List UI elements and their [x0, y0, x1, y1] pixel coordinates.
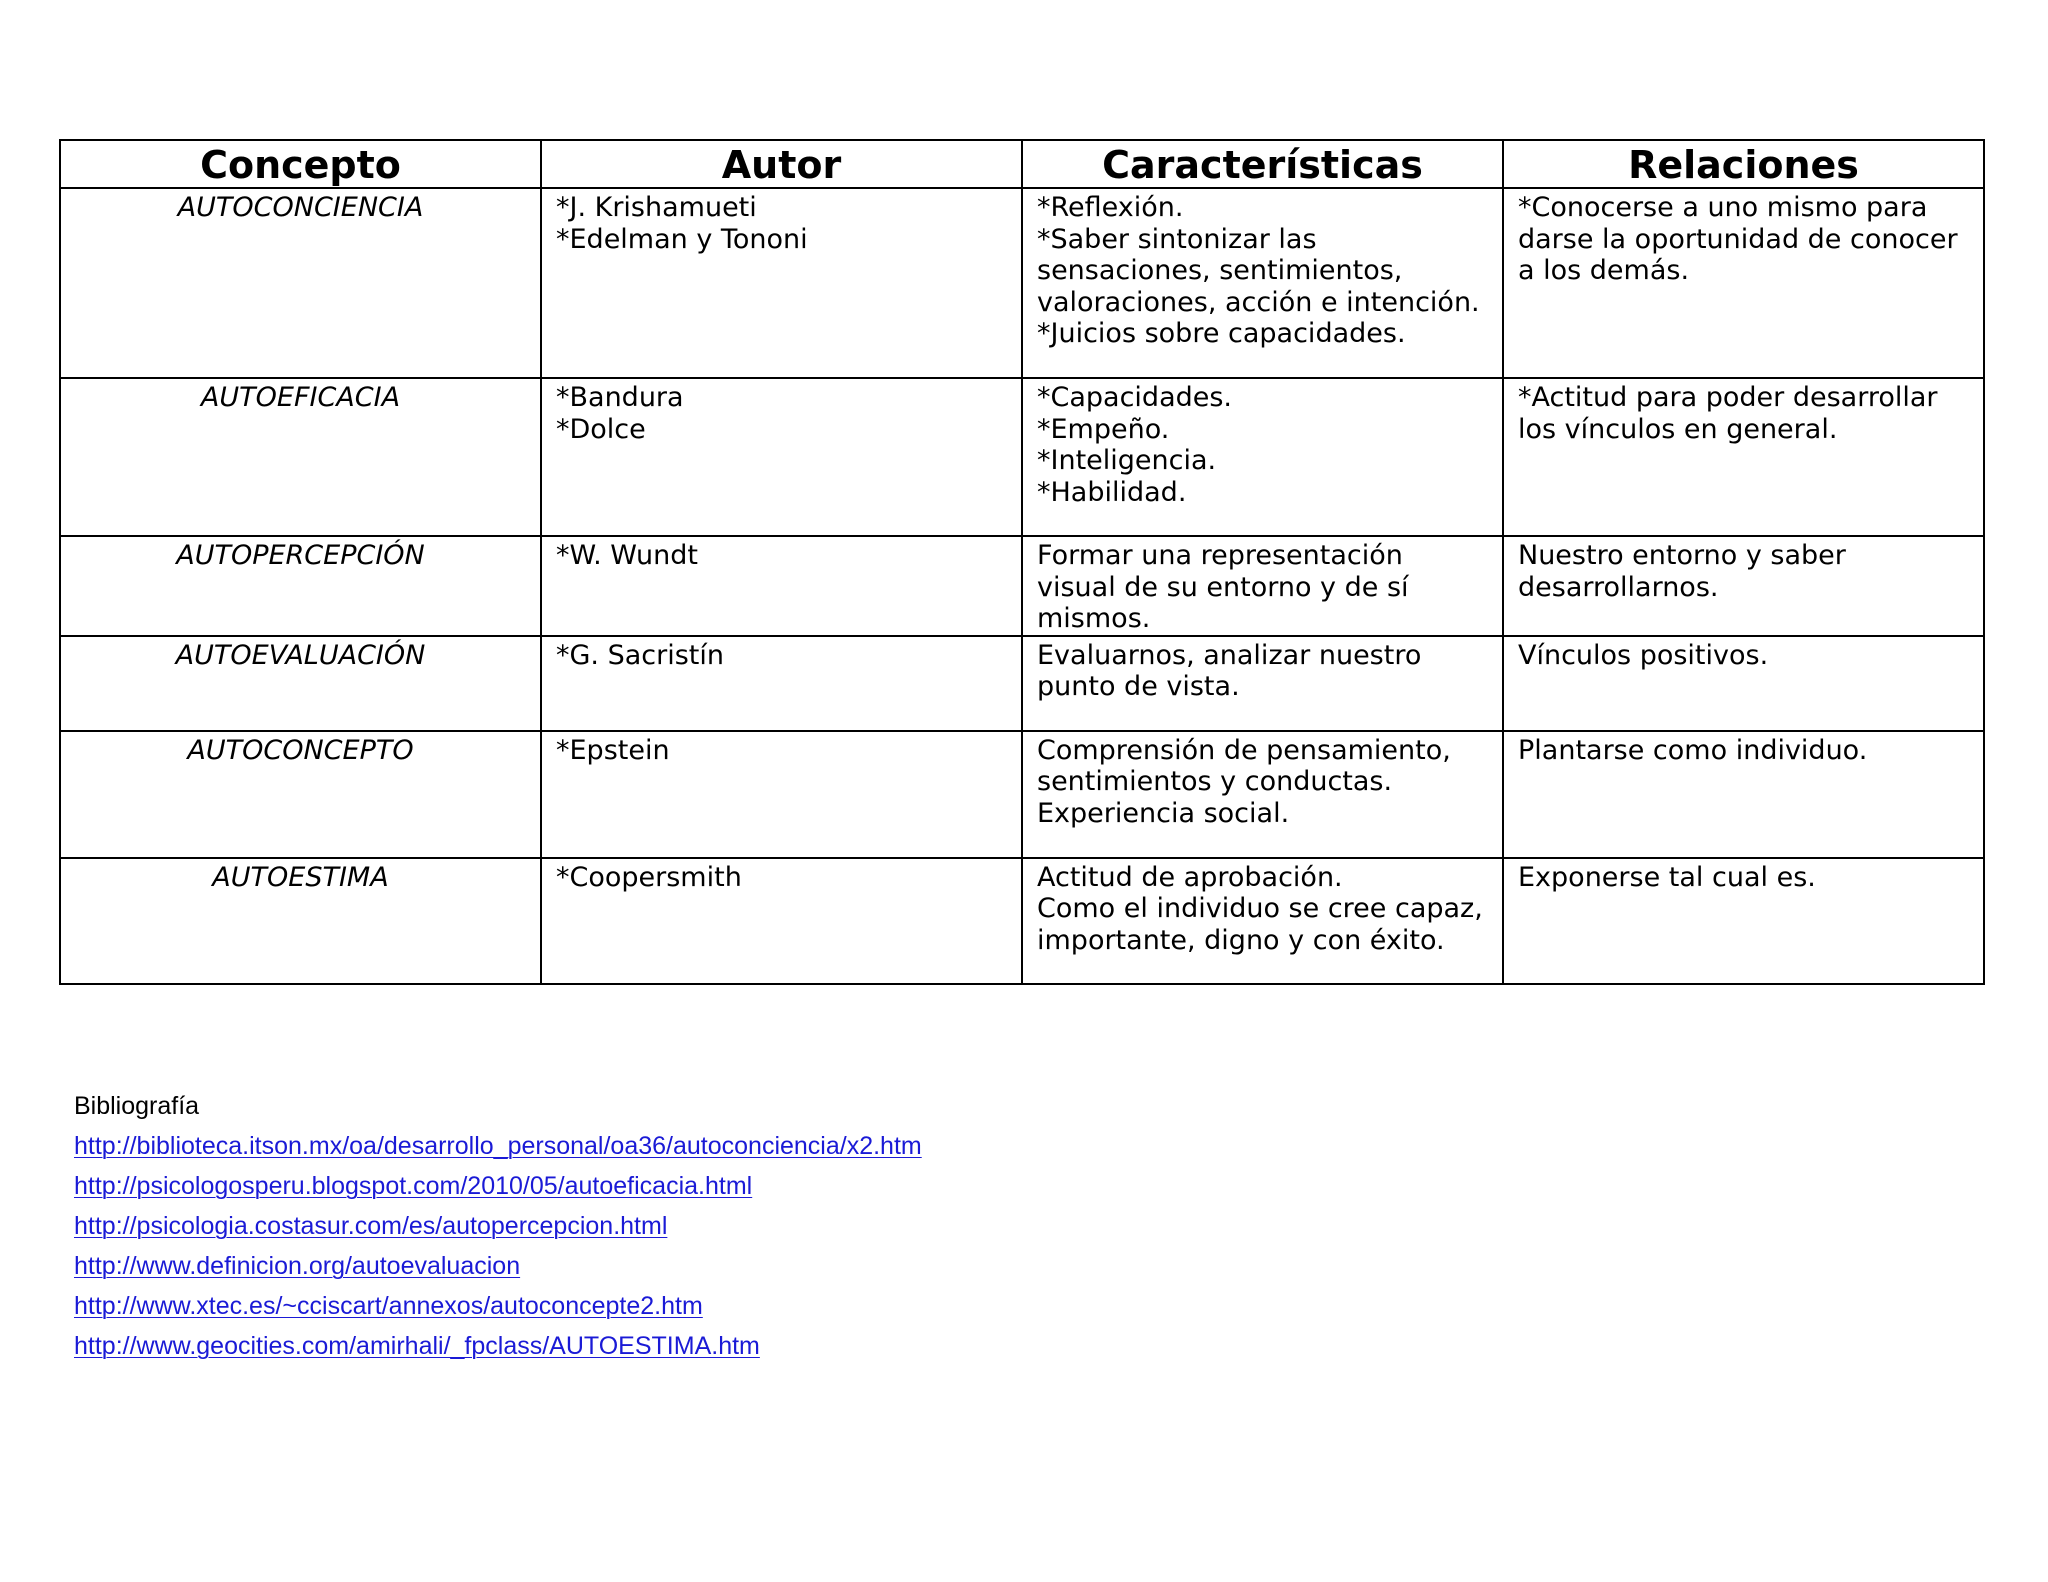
table-row	[60, 536, 1984, 636]
concepts-table	[59, 139, 1985, 985]
author-line: *Coopersmith	[556, 861, 742, 893]
characteristics-cell	[1022, 858, 1503, 984]
bibliography-link-autoevaluacion[interactable]: http://www.definicion.org/autoevaluacion	[74, 1252, 521, 1280]
table-header-row	[60, 140, 1984, 188]
characteristic-line: Formar una representación visual de su entorno y de sí mismos.	[1037, 540, 1418, 634]
characteristics-cell	[1022, 731, 1503, 858]
characteristic-line: Experiencia social.	[1037, 797, 1290, 829]
relations-cell	[1503, 536, 1984, 636]
author-cell	[541, 188, 1022, 378]
characteristic-line: *Inteligencia.	[1037, 445, 1217, 476]
characteristic-line: Actitud de aprobación.	[1037, 861, 1343, 893]
bibliography-link-autoestima[interactable]: http://www.geocities.com/amirhali/_fpclass/AUTOESTIMA.htm	[74, 1332, 760, 1360]
author-line: *W. Wundt	[556, 540, 698, 571]
relation-line: Plantarse como individuo.	[1518, 734, 1868, 766]
concept-cell: AUTOCONCEPTO	[60, 731, 541, 858]
author-line: *G. Sacristín	[556, 639, 724, 671]
bibliography-title: Bibliografía	[74, 1092, 200, 1120]
characteristics-cell	[1022, 378, 1503, 536]
author-cell	[541, 731, 1022, 858]
characteristic-line: *Empeño.	[1037, 413, 1170, 445]
relations-cell	[1503, 378, 1984, 536]
table-row	[60, 378, 1984, 536]
header-autor: Autor	[541, 140, 1022, 188]
bibliography-section	[74, 1086, 922, 1366]
relation-line: Nuestro entorno y saber desarrollarnos.	[1518, 540, 1855, 603]
characteristic-line: *Capacidades.	[1037, 382, 1233, 413]
bibliography-link-autoeficacia[interactable]: http://psicologosperu.blogspot.com/2010/05/autoeficacia.html	[74, 1172, 753, 1200]
relations-cell	[1503, 858, 1984, 984]
characteristics-cell	[1022, 636, 1503, 731]
characteristics-cell	[1022, 188, 1503, 378]
concept-cell: AUTOCONCIENCIA	[60, 188, 541, 378]
header-concepto: Concepto	[60, 140, 541, 188]
concept-cell: AUTOEVALUACIÓN	[60, 636, 541, 731]
table-row	[60, 858, 1984, 984]
bibliography-link-autoconciencia[interactable]: http://biblioteca.itson.mx/oa/desarrollo_personal/oa36/autoconciencia/x2.htm	[74, 1132, 922, 1160]
characteristic-line: Evaluarnos, analizar nuestro punto de vista.	[1037, 639, 1430, 702]
relation-line: Vínculos positivos.	[1518, 639, 1769, 671]
author-line: *J. Krishamueti	[556, 192, 757, 223]
author-line: *Edelman y Tononi	[556, 223, 808, 255]
relation-line: Exponerse tal cual es.	[1518, 861, 1816, 893]
author-cell	[541, 378, 1022, 536]
relations-cell	[1503, 188, 1984, 378]
author-cell	[541, 536, 1022, 636]
characteristic-line: *Juicios sobre capacidades.	[1037, 318, 1406, 349]
bibliography-link-autopercepcion[interactable]: http://psicologia.costasur.com/es/autopercepcion.html	[74, 1212, 668, 1240]
relations-cell	[1503, 731, 1984, 858]
bibliography-link-autoconcepto[interactable]: http://www.xtec.es/~cciscart/annexos/autoconcepte2.htm	[74, 1292, 703, 1320]
characteristic-line: Como el individuo se cree capaz, importante, digno y con éxito.	[1037, 893, 1492, 956]
concept-cell: AUTOESTIMA	[60, 858, 541, 984]
characteristic-line: *Habilidad.	[1037, 476, 1187, 508]
relations-cell	[1503, 636, 1984, 731]
characteristic-line: *Reflexión.	[1037, 192, 1184, 223]
header-relaciones: Relaciones	[1503, 140, 1984, 188]
characteristics-cell	[1022, 536, 1503, 636]
characteristic-line: *Saber sintonizar las sensaciones, sentimientos, valoraciones, acción e intención.	[1037, 223, 1480, 318]
author-line: *Bandura	[556, 382, 684, 413]
author-cell	[541, 858, 1022, 984]
author-line: *Epstein	[556, 734, 670, 766]
table-row	[60, 188, 1984, 378]
characteristic-line: Comprensión de pensamiento, sentimientos y conductas.	[1037, 734, 1460, 797]
table-row	[60, 731, 1984, 858]
table-row	[60, 636, 1984, 731]
author-line: *Dolce	[556, 413, 646, 445]
header-caracteristicas: Características	[1022, 140, 1503, 188]
concept-cell: AUTOEFICACIA	[60, 378, 541, 536]
concept-cell: AUTOPERCEPCIÓN	[60, 536, 541, 636]
relation-line: *Conocerse a uno mismo para darse la oportunidad de conocer a los demás.	[1518, 192, 1967, 286]
author-cell	[541, 636, 1022, 731]
relation-line: *Actitud para poder desarrollar los vínculos en general.	[1518, 382, 1947, 445]
